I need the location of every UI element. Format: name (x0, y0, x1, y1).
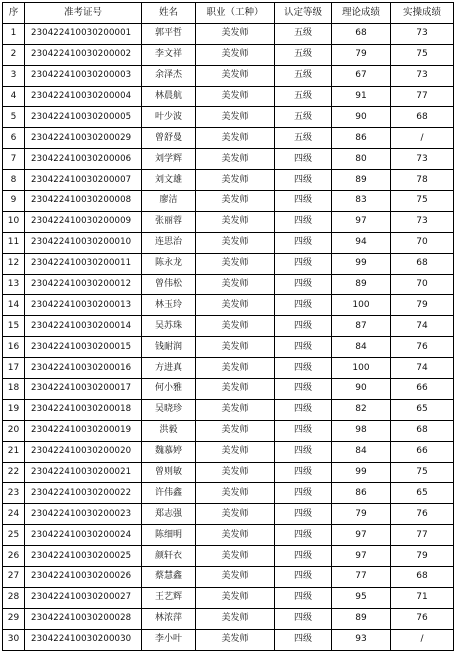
practical-score-cell: 66 (391, 379, 454, 400)
table-row (3, 149, 454, 170)
ticket-number-cell: 230422410030200004 (25, 86, 142, 107)
ticket-number-cell: 230422410030200015 (25, 337, 142, 358)
table-row (3, 379, 454, 400)
name-cell: 陈细明 (142, 525, 196, 546)
level-cell: 四级 (275, 170, 332, 191)
practical-score-cell: 71 (391, 587, 454, 608)
name-cell: 郑志强 (142, 504, 196, 525)
theory-score-cell: 89 (332, 170, 391, 191)
theory-score-cell: 86 (332, 128, 391, 149)
seq-cell: 9 (3, 191, 25, 212)
seq-cell: 22 (3, 462, 25, 483)
name-cell: 叶少波 (142, 107, 196, 128)
seq-cell: 7 (3, 149, 25, 170)
level-cell: 五级 (275, 44, 332, 65)
ticket-number-cell: 230422410030200021 (25, 462, 142, 483)
ticket-number-cell: 230422410030200011 (25, 253, 142, 274)
practical-score-cell: 75 (391, 44, 454, 65)
seq-cell: 30 (3, 629, 25, 650)
ticket-number-cell: 230422410030200014 (25, 316, 142, 337)
practical-score-cell: / (391, 629, 454, 650)
name-cell: 何小雅 (142, 379, 196, 400)
theory-score-cell: 89 (332, 608, 391, 629)
name-cell: 吴苏珠 (142, 316, 196, 337)
table-row (3, 191, 454, 212)
theory-score-cell: 95 (332, 587, 391, 608)
practical-score-cell: 68 (391, 107, 454, 128)
occupation-cell: 美发师 (196, 441, 275, 462)
name-cell: 魏慕婷 (142, 441, 196, 462)
theory-score-cell: 83 (332, 191, 391, 212)
seq-cell: 18 (3, 379, 25, 400)
ticket-number-cell: 230422410030200025 (25, 546, 142, 567)
level-cell: 五级 (275, 23, 332, 44)
theory-score-cell: 68 (332, 23, 391, 44)
table-row (3, 525, 454, 546)
level-cell: 四级 (275, 546, 332, 567)
ticket-number-cell: 230422410030200017 (25, 379, 142, 400)
theory-score-cell: 97 (332, 546, 391, 567)
theory-score-cell: 82 (332, 399, 391, 420)
practical-score-cell: 73 (391, 23, 454, 44)
level-cell: 四级 (275, 379, 332, 400)
ticket-number-cell: 230422410030200002 (25, 44, 142, 65)
table-row (3, 608, 454, 629)
ticket-number-cell: 230422410030200018 (25, 399, 142, 420)
name-cell: 刘文雄 (142, 170, 196, 191)
seq-cell: 25 (3, 525, 25, 546)
theory-score-cell: 91 (332, 86, 391, 107)
practical-score-cell: 73 (391, 65, 454, 86)
seq-cell: 5 (3, 107, 25, 128)
seq-cell: 2 (3, 44, 25, 65)
theory-score-cell: 93 (332, 629, 391, 650)
table-row (3, 23, 454, 44)
practical-score-cell: 79 (391, 295, 454, 316)
practical-score-cell: 74 (391, 316, 454, 337)
ticket-number-cell: 230422410030200008 (25, 191, 142, 212)
table-row (3, 170, 454, 191)
seq-cell: 21 (3, 441, 25, 462)
occupation-cell: 美发师 (196, 462, 275, 483)
occupation-cell: 美发师 (196, 65, 275, 86)
seq-cell: 11 (3, 232, 25, 253)
seq-cell: 16 (3, 337, 25, 358)
seq-cell: 10 (3, 211, 25, 232)
ticket-number-cell: 230422410030200006 (25, 149, 142, 170)
level-cell: 四级 (275, 316, 332, 337)
table-row (3, 232, 454, 253)
practical-score-cell: 77 (391, 86, 454, 107)
level-cell: 四级 (275, 191, 332, 212)
occupation-cell: 美发师 (196, 587, 275, 608)
level-cell: 四级 (275, 232, 332, 253)
occupation-cell: 美发师 (196, 23, 275, 44)
occupation-cell: 美发师 (196, 399, 275, 420)
table-row (3, 420, 454, 441)
occupation-cell: 美发师 (196, 316, 275, 337)
occupation-cell: 美发师 (196, 379, 275, 400)
seq-cell: 29 (3, 608, 25, 629)
header-theory-score: 理论成绩 (332, 3, 391, 24)
name-cell: 颜轩衣 (142, 546, 196, 567)
ticket-number-cell: 230422410030200030 (25, 629, 142, 650)
level-cell: 五级 (275, 86, 332, 107)
name-cell: 张丽蓉 (142, 211, 196, 232)
table-row (3, 462, 454, 483)
seq-cell: 20 (3, 420, 25, 441)
level-cell: 五级 (275, 128, 332, 149)
occupation-cell: 美发师 (196, 504, 275, 525)
ticket-number-cell: 230422410030200019 (25, 420, 142, 441)
occupation-cell: 美发师 (196, 274, 275, 295)
name-cell: 王艺辉 (142, 587, 196, 608)
header-level: 认定等级 (275, 3, 332, 24)
theory-score-cell: 100 (332, 295, 391, 316)
ticket-number-cell: 230422410030200029 (25, 128, 142, 149)
table-row (3, 483, 454, 504)
theory-score-cell: 77 (332, 567, 391, 588)
practical-score-cell: 76 (391, 608, 454, 629)
level-cell: 四级 (275, 337, 332, 358)
ticket-number-cell: 230422410030200009 (25, 211, 142, 232)
practical-score-cell: 79 (391, 546, 454, 567)
table-row (3, 107, 454, 128)
practical-score-cell: 68 (391, 420, 454, 441)
level-cell: 四级 (275, 608, 332, 629)
seq-cell: 15 (3, 316, 25, 337)
occupation-cell: 美发师 (196, 191, 275, 212)
ticket-number-cell: 230422410030200026 (25, 567, 142, 588)
practical-score-cell: 65 (391, 399, 454, 420)
theory-score-cell: 94 (332, 232, 391, 253)
level-cell: 四级 (275, 441, 332, 462)
theory-score-cell: 100 (332, 358, 391, 379)
name-cell: 林晨航 (142, 86, 196, 107)
ticket-number-cell: 230422410030200016 (25, 358, 142, 379)
occupation-cell: 美发师 (196, 483, 275, 504)
level-cell: 四级 (275, 629, 332, 650)
ticket-number-cell: 230422410030200001 (25, 23, 142, 44)
practical-score-cell: 73 (391, 211, 454, 232)
level-cell: 四级 (275, 399, 332, 420)
occupation-cell: 美发师 (196, 253, 275, 274)
header-occupation: 职业（工种） (196, 3, 275, 24)
name-cell: 曾伟松 (142, 274, 196, 295)
theory-score-cell: 89 (332, 274, 391, 295)
score-table (2, 2, 454, 651)
table-row (3, 316, 454, 337)
table-row (3, 86, 454, 107)
seq-cell: 6 (3, 128, 25, 149)
header-name: 姓名 (142, 3, 196, 24)
level-cell: 四级 (275, 149, 332, 170)
name-cell: 洪毅 (142, 420, 196, 441)
table-row (3, 587, 454, 608)
name-cell: 方进真 (142, 358, 196, 379)
table-row (3, 253, 454, 274)
occupation-cell: 美发师 (196, 232, 275, 253)
level-cell: 四级 (275, 295, 332, 316)
name-cell: 刘学辉 (142, 149, 196, 170)
table-row (3, 295, 454, 316)
ticket-number-cell: 230422410030200007 (25, 170, 142, 191)
theory-score-cell: 80 (332, 149, 391, 170)
occupation-cell: 美发师 (196, 149, 275, 170)
occupation-cell: 美发师 (196, 211, 275, 232)
theory-score-cell: 99 (332, 253, 391, 274)
name-cell: 曾则敏 (142, 462, 196, 483)
occupation-cell: 美发师 (196, 44, 275, 65)
table-row (3, 399, 454, 420)
seq-cell: 26 (3, 546, 25, 567)
seq-cell: 19 (3, 399, 25, 420)
seq-cell: 3 (3, 65, 25, 86)
seq-cell: 27 (3, 567, 25, 588)
level-cell: 五级 (275, 65, 332, 86)
ticket-number-cell: 230422410030200003 (25, 65, 142, 86)
ticket-number-cell: 230422410030200005 (25, 107, 142, 128)
practical-score-cell: 66 (391, 441, 454, 462)
theory-score-cell: 97 (332, 525, 391, 546)
theory-score-cell: 90 (332, 107, 391, 128)
level-cell: 四级 (275, 253, 332, 274)
seq-cell: 14 (3, 295, 25, 316)
occupation-cell: 美发师 (196, 295, 275, 316)
name-cell: 许伟鑫 (142, 483, 196, 504)
table-row (3, 128, 454, 149)
theory-score-cell: 84 (332, 337, 391, 358)
theory-score-cell: 99 (332, 462, 391, 483)
seq-cell: 23 (3, 483, 25, 504)
name-cell: 李文祥 (142, 44, 196, 65)
theory-score-cell: 67 (332, 65, 391, 86)
practical-score-cell: 75 (391, 462, 454, 483)
ticket-number-cell: 230422410030200023 (25, 504, 142, 525)
occupation-cell: 美发师 (196, 170, 275, 191)
seq-cell: 4 (3, 86, 25, 107)
ticket-number-cell: 230422410030200024 (25, 525, 142, 546)
occupation-cell: 美发师 (196, 420, 275, 441)
name-cell: 林玉玲 (142, 295, 196, 316)
level-cell: 四级 (275, 420, 332, 441)
level-cell: 四级 (275, 274, 332, 295)
level-cell: 四级 (275, 587, 332, 608)
theory-score-cell: 79 (332, 44, 391, 65)
header-seq: 序 (3, 3, 25, 24)
occupation-cell: 美发师 (196, 107, 275, 128)
occupation-cell: 美发师 (196, 567, 275, 588)
header-practical-score: 实操成绩 (391, 3, 454, 24)
table-row (3, 274, 454, 295)
seq-cell: 17 (3, 358, 25, 379)
practical-score-cell: 65 (391, 483, 454, 504)
occupation-cell: 美发师 (196, 546, 275, 567)
theory-score-cell: 90 (332, 379, 391, 400)
ticket-number-cell: 230422410030200013 (25, 295, 142, 316)
name-cell: 钱耐润 (142, 337, 196, 358)
level-cell: 四级 (275, 567, 332, 588)
table-row (3, 567, 454, 588)
theory-score-cell: 86 (332, 483, 391, 504)
ticket-number-cell: 230422410030200022 (25, 483, 142, 504)
table-row (3, 211, 454, 232)
occupation-cell: 美发师 (196, 358, 275, 379)
name-cell: 蔡慧鑫 (142, 567, 196, 588)
level-cell: 四级 (275, 462, 332, 483)
occupation-cell: 美发师 (196, 608, 275, 629)
seq-cell: 28 (3, 587, 25, 608)
name-cell: 陈永龙 (142, 253, 196, 274)
practical-score-cell: 77 (391, 525, 454, 546)
table-row (3, 546, 454, 567)
occupation-cell: 美发师 (196, 337, 275, 358)
practical-score-cell: 74 (391, 358, 454, 379)
ticket-number-cell: 230422410030200028 (25, 608, 142, 629)
theory-score-cell: 87 (332, 316, 391, 337)
practical-score-cell: 76 (391, 504, 454, 525)
table-row (3, 629, 454, 650)
name-cell: 李小叶 (142, 629, 196, 650)
level-cell: 五级 (275, 107, 332, 128)
header-row (3, 3, 454, 24)
header-ticket-number: 准考证号 (25, 3, 142, 24)
theory-score-cell: 98 (332, 420, 391, 441)
level-cell: 四级 (275, 211, 332, 232)
seq-cell: 12 (3, 253, 25, 274)
seq-cell: 1 (3, 23, 25, 44)
seq-cell: 8 (3, 170, 25, 191)
table-row (3, 441, 454, 462)
ticket-number-cell: 230422410030200020 (25, 441, 142, 462)
practical-score-cell: 78 (391, 170, 454, 191)
practical-score-cell: 70 (391, 274, 454, 295)
theory-score-cell: 79 (332, 504, 391, 525)
occupation-cell: 美发师 (196, 86, 275, 107)
seq-cell: 24 (3, 504, 25, 525)
practical-score-cell: 68 (391, 253, 454, 274)
practical-score-cell: 68 (391, 567, 454, 588)
table-row (3, 504, 454, 525)
practical-score-cell: 73 (391, 149, 454, 170)
name-cell: 连思治 (142, 232, 196, 253)
practical-score-cell: 70 (391, 232, 454, 253)
ticket-number-cell: 230422410030200012 (25, 274, 142, 295)
level-cell: 四级 (275, 525, 332, 546)
name-cell: 林浓萍 (142, 608, 196, 629)
name-cell: 曾舒曼 (142, 128, 196, 149)
ticket-number-cell: 230422410030200027 (25, 587, 142, 608)
table-row (3, 65, 454, 86)
occupation-cell: 美发师 (196, 128, 275, 149)
practical-score-cell: 75 (391, 191, 454, 212)
ticket-number-cell: 230422410030200010 (25, 232, 142, 253)
occupation-cell: 美发师 (196, 629, 275, 650)
name-cell: 余泽杰 (142, 65, 196, 86)
name-cell: 郭平哲 (142, 23, 196, 44)
table-row (3, 337, 454, 358)
occupation-cell: 美发师 (196, 525, 275, 546)
level-cell: 四级 (275, 483, 332, 504)
name-cell: 廖洁 (142, 191, 196, 212)
practical-score-cell: 76 (391, 337, 454, 358)
level-cell: 四级 (275, 358, 332, 379)
table-row (3, 44, 454, 65)
table-row (3, 358, 454, 379)
theory-score-cell: 97 (332, 211, 391, 232)
theory-score-cell: 84 (332, 441, 391, 462)
seq-cell: 13 (3, 274, 25, 295)
practical-score-cell: / (391, 128, 454, 149)
level-cell: 四级 (275, 504, 332, 525)
name-cell: 吴晓珍 (142, 399, 196, 420)
